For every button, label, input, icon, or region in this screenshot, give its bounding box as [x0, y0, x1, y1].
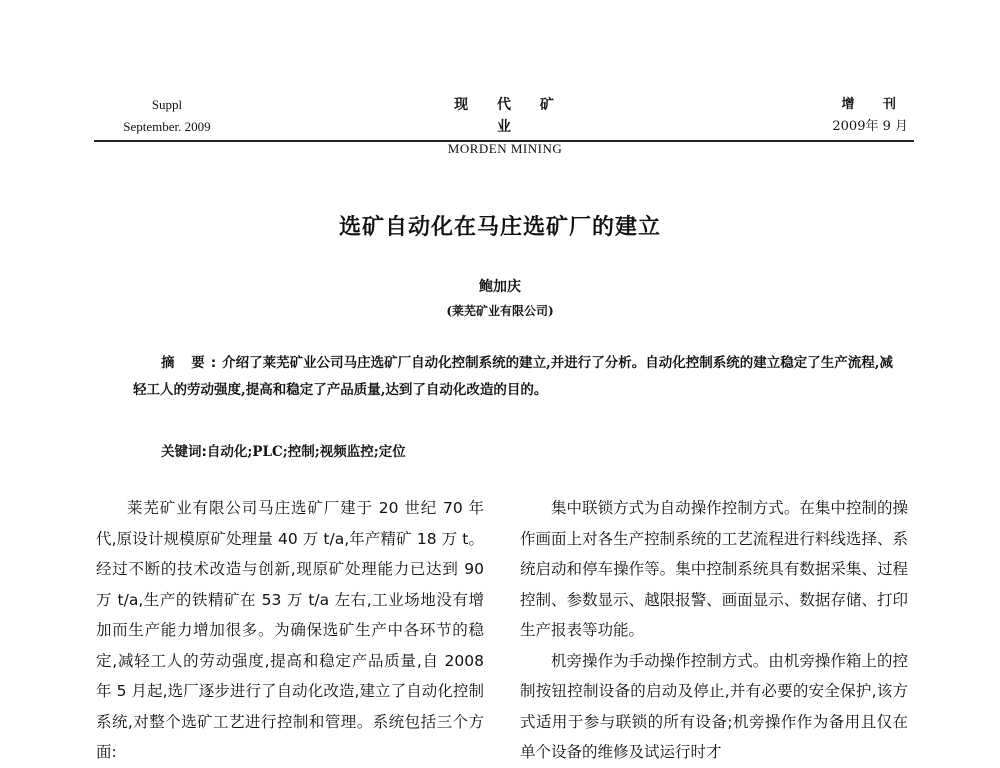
- header-journal-name: [430, 94, 580, 160]
- article-title: 选矿自动化在马庄选矿厂的建立: [338, 215, 661, 240]
- body-paragraph: 集中联锁方式为自动操作控制方式。在集中控制的操作画面上对各生产控制系统的工艺流程进行料线选择、系统启动和停车操作等。集中控制系统具有数据采集、过程控制、参数显示、越限报警、画面显示、数据存储、打印生产报表等功能。: [520, 499, 908, 639]
- keywords: [161, 440, 861, 460]
- header-issue-info: [820, 94, 908, 138]
- journal-name-en: MORDEN MINING: [447, 141, 563, 156]
- keywords-text: 自动化;PLC;控制;视频监控;定位: [206, 444, 406, 460]
- abstract-text: 介绍了莱芜矿业公司马庄选矿厂自动化控制系统的建立,并进行了分析。自动化控制系统的建立稳定了生产流程,减轻工人的劳动强度,提高和稳定了产品质量,达到了自动化改造的目的。: [133, 355, 894, 398]
- journal-name-cn: 现 代 矿 业: [454, 97, 566, 135]
- header-suppl: Suppl: [151, 97, 183, 112]
- issue-label-cn: 增 刊: [841, 97, 908, 112]
- article-affiliation: (莱芜矿业有限公司): [446, 304, 554, 318]
- header-date-en: September. 2009: [123, 119, 211, 134]
- keywords-label: 关键词:: [161, 444, 207, 460]
- body-column-left: [96, 493, 484, 768]
- header-rule: [94, 140, 914, 142]
- body-column-right: [520, 493, 908, 768]
- abstract: [133, 350, 893, 404]
- header-supplement-info: [112, 94, 222, 138]
- body-paragraph: 机旁操作为手动操作控制方式。由机旁操作箱上的控制按钮控制设备的启动及停止,并有必要的安全保护,该方式适用于参与联锁的所有设备;机旁操作作为备用且仅在单个设备的维修及试运行时才: [520, 651, 908, 761]
- abstract-label: 摘 要:: [161, 355, 223, 371]
- body-paragraph: 莱芜矿业有限公司马庄选矿厂建于 20 世纪 70 年代,原设计规模原矿处理量 40 万 t/a,年产精矿 18 万 t。经过不断的技术改造与创新,现原矿处理能力已达到 90 万 t/a,生产的铁精矿在 53 万 t/a 左右,工业场地没有增加而生产能力增加很多。为确保选矿生产中各环节的稳定,减轻工人的劳动强度,提高和稳定产品质量,自 2008 年 5 月起,选厂逐步进行了自动化改造,建立了自动化控制系统,对整个选矿工艺进行控制和管理。系统包括三个方面:: [96, 499, 484, 761]
- article-author: 鲍加庆: [479, 279, 521, 295]
- issue-date-cn: 2009年 9 月: [832, 119, 908, 134]
